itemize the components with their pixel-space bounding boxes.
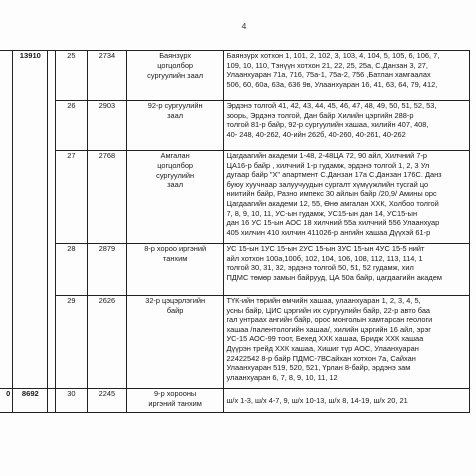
- station-name-line: сургуулийн: [156, 170, 195, 180]
- address-line: улаанхуаран 6, 7, 8, 9, 10, 11, 12: [226, 372, 338, 382]
- voter-count: 2626: [88, 296, 127, 389]
- station-name-line: цогцолбор: [157, 160, 194, 170]
- address-line: ЦА16-р байр , хилчний 1-р гудамж, эрдэнэ толгой 1, 2, 3 Ул: [226, 160, 430, 170]
- address-list: [224, 296, 470, 389]
- column-gap: [48, 389, 55, 413]
- address-line: 405 хилчин 410 хилчин 411026-р ангийн хашаа Дүүхэй 61-р: [226, 227, 431, 237]
- address-line: усны байр, ЦИС цэргийн их сургуулийн байр, 22-р авто баа: [226, 305, 431, 315]
- address-list: [224, 101, 470, 151]
- station-name: [126, 101, 224, 151]
- station-name: [126, 389, 224, 413]
- address-line: дугаар байр "Х" апартмент С.Данзан 17а С.Данзан 176С. Данз: [226, 170, 442, 180]
- address-line: ш/х 1-3, ш/х 4-7, 9, ш/х 10-13, ш/х 8, 14-19, ш/х 20, 21: [226, 395, 408, 405]
- address-line: ТҮК-ийн төрийн өмчийн хашаа, улаанхуаран 1, 2, 3, 4, 5,: [226, 296, 421, 305]
- address-line: Баянзүрх хотхон 1, 101, 2, 102, 3, 103, 4, 104, 5, 105, 6, 106, 7,: [226, 51, 440, 60]
- table-row: [0, 101, 470, 151]
- station-name-line: 8-р хороо иргэний: [144, 244, 207, 253]
- address-list: [224, 244, 470, 296]
- station-number: 27: [55, 151, 87, 244]
- address-line: Эрдэнэ толгой 41, 42, 43, 44, 45, 46, 47, 48, 49, 50, 51, 52, 53,: [226, 101, 437, 110]
- station-number: 25: [55, 51, 87, 101]
- address-line: 40- 248, 40-262, 40-ийн 262б, 40-260, 40-261, 40-262: [226, 129, 406, 139]
- polling-station-table: [0, 50, 470, 413]
- address-line: зоорь, Эрдэнэ толгой, Дан байр Хилийн цэргийн 288-р: [226, 110, 414, 120]
- address-line: ниитийн байр, Разно импекс 30 айлын байр /20,9/ Амины орс: [226, 189, 437, 199]
- address-line: Цагдаагийн академи 1-48, 2-48ЦА 72, 90 айл, Хилчний 7-р: [226, 151, 428, 160]
- address-list: [224, 51, 470, 101]
- address-line: дан 16 УС 15-ын АОС 18 хилчний 55а хилчний 556 Улаанхуар: [226, 218, 440, 228]
- station-name: [126, 51, 224, 101]
- address-list: [224, 151, 470, 244]
- voter-count: 2903: [88, 101, 127, 151]
- station-name: [126, 244, 224, 296]
- station-name-line: 32-р цэцэрлэгийн: [145, 296, 206, 305]
- station-name-line: Амгалан: [160, 151, 190, 160]
- page-number: 4: [241, 21, 247, 31]
- voter-count: 2734: [88, 51, 127, 101]
- station-number: 26: [55, 101, 87, 151]
- column-gap: [48, 51, 55, 389]
- address-line: хашаа /палентологийн хашаа/, хилийн цэргийн 16 айл, эрэг: [226, 324, 431, 334]
- address-list: [224, 389, 470, 413]
- station-name-line: заал: [167, 180, 184, 190]
- address-line: 7, 8, 9, 10, 11, УС-ын гудамж, УС15-ын дан 14, УС15-ын: [226, 208, 418, 218]
- address-line: толгой 30, 31, 32, эрдэнэ толгой 50, 51, 52 гудамж, хил: [226, 263, 414, 273]
- address-line: 22422542 8-р байр ПДМС-7ВСайхан хотхон 7а, Сайхан: [226, 353, 416, 363]
- station-name-line: 9-р хорооны: [154, 389, 197, 398]
- table-row: [0, 151, 470, 244]
- table-row: [0, 51, 470, 101]
- address-line: Улаанхуаран 71а, 716, 75а-1, 75а-2, 756 ,Батлан хамгаалах: [226, 70, 431, 80]
- table-row: [0, 296, 470, 389]
- district-voter-total-left: [0, 51, 13, 389]
- station-number: 29: [55, 296, 87, 389]
- station-name-line: сургуулийн заал: [147, 70, 204, 80]
- district-voter-total: 8692: [13, 389, 48, 413]
- address-line: толгой 81-р байр, 92-р сургуулийн хашаа, хилийн 407, 408,: [226, 120, 429, 130]
- station-name-line: 92-р сургуулийн: [147, 101, 203, 110]
- address-line: 109, 10, 110, Тэнүүн хотхон 21, 22, 25, 25а, С.Данзан 3, 27,: [226, 60, 428, 70]
- address-line: Улаанхуаран 519, 520, 521, Үрлан 8-байр, эрдэнэ зам: [226, 363, 411, 373]
- address-line: айл хотхон 100а,100б, 102, 104, 106, 108, 112, 113, 114, 1: [226, 253, 423, 263]
- address-line: Дүүрэн трейд ХХК хашаа, Хишиг түр АОС, Улаанхуаран: [226, 343, 419, 353]
- address-line: буюу хуучнаар залуучуудын сургалт хүмүүжлийн тусгай цо: [226, 179, 429, 189]
- table-row: [0, 244, 470, 296]
- district-voter-total-left: 0: [0, 389, 13, 413]
- station-name-line: байр: [166, 305, 184, 315]
- station-name-line: иргэний танхим: [148, 398, 202, 408]
- table-row: [0, 389, 470, 413]
- station-number: 30: [55, 389, 87, 413]
- address-line: гал унтраах ангийн байр, орос монголын хамтарсан геологи: [226, 315, 433, 325]
- station-name-line: заал: [167, 110, 184, 120]
- station-name: [126, 151, 224, 244]
- station-name-line: цогцолбор: [157, 60, 194, 70]
- station-name: [126, 296, 224, 389]
- voter-count: 2768: [88, 151, 127, 244]
- address-line: УС-15 АОС-99 тоот, Бехед ХХК хашаа, Бридж ХХК хашаа: [226, 334, 424, 344]
- voter-count: 2879: [88, 244, 127, 296]
- station-name-line: танхим: [162, 253, 188, 263]
- address-line: 506, 60, 60а, 63а, 636 9в, Улаанхуаран 16, 41, 63, 64, 79, 412,: [226, 79, 438, 89]
- station-name-line: Баянзүрх: [159, 51, 192, 60]
- address-line: ПДМС төмөр замын байрууд, ЦА 50а байр, цагдаагийн академ: [226, 272, 442, 282]
- address-line: Цагдаагийн академи 12, 55, Өнө амгалан ХХК, Холбоо толгой: [226, 198, 439, 208]
- district-voter-total: 13910: [13, 51, 48, 389]
- voter-count: 2245: [88, 389, 127, 413]
- address-line: УС 15-ын 1УС 15-ын 2УС 15-ын 3УС 15-ын 4УС 15-5 нийт: [226, 244, 425, 253]
- station-number: 28: [55, 244, 87, 296]
